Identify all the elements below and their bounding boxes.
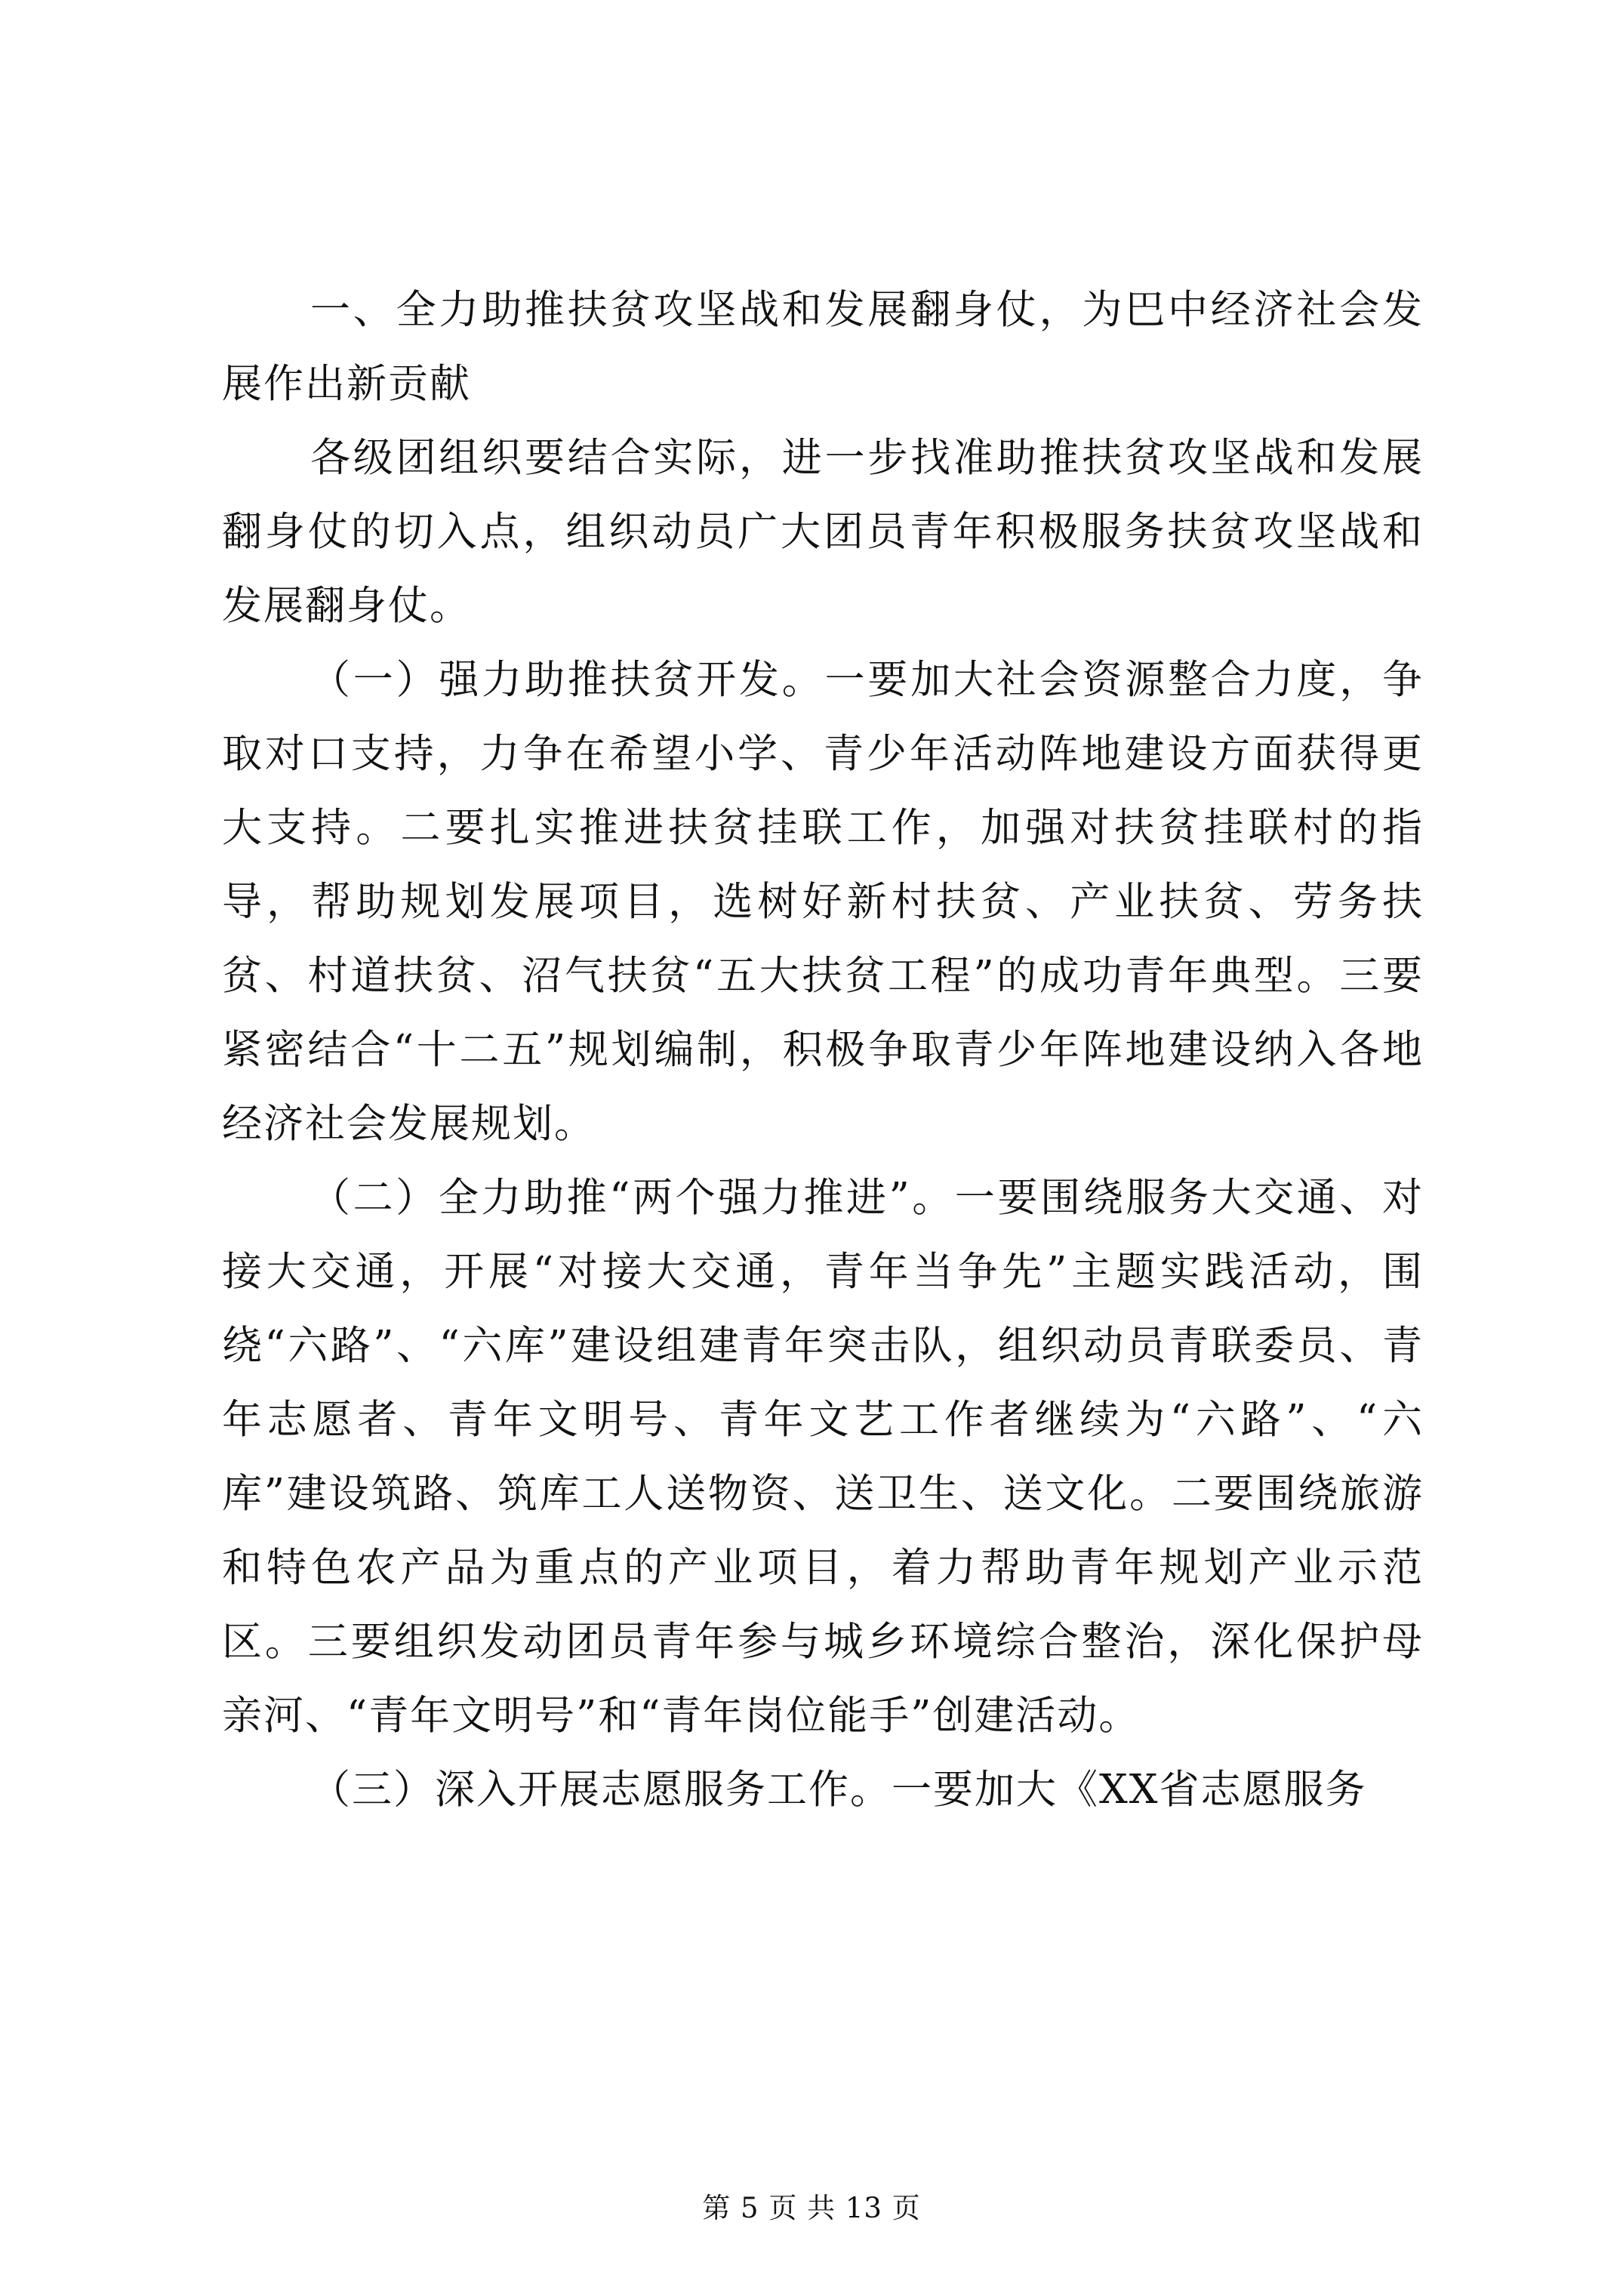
body-paragraph: （一）强力助推扶贫开发。一要加大社会资源整合力度，争取对口支持，力争在希望小学、青少年活动阵地建设方面获得更大支持。二要扎实推进扶贫挂联工作，加强对扶贫挂联村的指导，帮助规划发展项目，选树好新村扶贫、产业扶贫、劳务扶贫、村道扶贫、沼气扶贫“五大扶贫工程”的成功青年典型。三要紧密结合“十二五”规划编制，积极争取青少年阵地建设纳入各地经济社会发展规划。 bbox=[222, 657, 1424, 1147]
section-heading: 一、全力助推扶贫攻坚战和发展翻身仗，为巴中经济社会发展作出新贡献 bbox=[222, 287, 1424, 407]
body-paragraph: （二）全力助推“两个强力推进”。一要围绕服务大交通、对接大交通，开展“对接大交通，青年当争先”主题实践活动，围绕“六路”、“六库”建设组建青年突击队，组织动员青联委员、青年志愿者、青年文明号、青年文艺工作者继续为“六路”、“六库”建设筑路、筑库工人送物资、送卫生、送文化。二要围绕旅游和特色农产品为重点的产业项目，着力帮助青年规划产业示范区。三要组织发动团员青年参与城乡环境综合整治，深化保护母亲河、“青年文明号”和“青年岗位能手”创建活动。 bbox=[222, 1175, 1424, 1739]
page-number-footer: 第 5 页 共 13 页 bbox=[702, 2192, 921, 2224]
body-paragraph: 各级团组织要结合实际，进一步找准助推扶贫攻坚战和发展翻身仗的切入点，组织动员广大团员青年积极服务扶贫攻坚战和发展翻身仗。 bbox=[222, 435, 1424, 629]
document-body bbox=[222, 273, 1424, 1827]
body-paragraph: （三）深入开展志愿服务工作。一要加大《XX省志愿服务 bbox=[310, 1767, 1367, 1813]
